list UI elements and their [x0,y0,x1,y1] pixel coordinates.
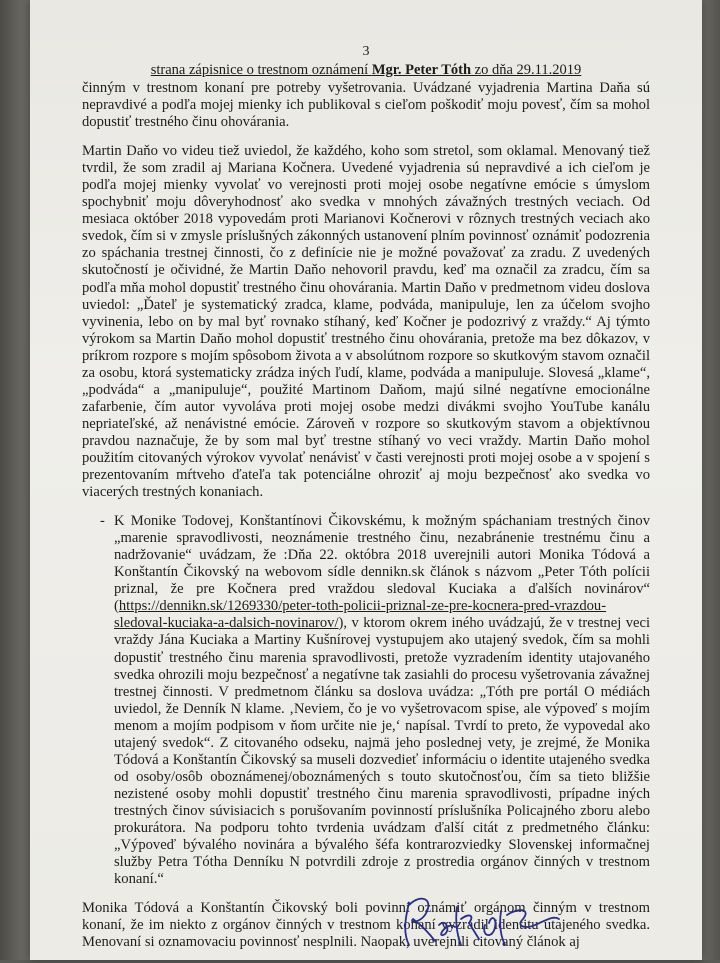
article-link[interactable]: https://dennikn.sk/1269330/peter-toth-policii-priznal-ze-pre-kocnera-pred-vrazdou-sledoval-kuciaka-a-dalsich-novinarov/ [114,598,607,632]
heading-name: Mgr. Peter Tóth [371,62,472,78]
handwritten-signature [395,885,565,955]
paragraph-text-after-link: ), v ktorom okrem iného uvádzajú, že v trestnej veci vraždy Jána Kuciaka a Martiny Kušnírovej vystupujem ako utajený svedok, čím sa mohli dopustiť trestného činu marenia spravodlivosti, pretože vyzradením identity utajovaného svedka ohrozili moju bezpečnosť a negatívne tak zasiahli do procesu vyšetrovania závažnej trestnej činnosti. V predmetnom článku sa doslova uvádza: „Tóth pre portál O médiách uviedol, že Denník N klame. ‚Neviem, čo je vo vyšetrovacom spise, ale výpoveď s mojím menom a mojím podpisom v ňom určite nie je,‘ napísal. Tvrdí to preto, že vypovedal ako utajený svedok“. Z citovaného odseku, najmä jeho poslednej vety, je zrejmé, že Monika Tódová a Konštantín Čikovský sa museli dozvedieť informáciu o identite utajeného svedka od osoby/osôb oboznámenej/oboznámených s touto skutočnosťou, čím sa tieto bližšie nezistené osoby mohli dopustiť trestného činu marenia spravodlivosti, prípadne iných trestných činov súvisiacich s porušovaním povinností príslušníka Policajného zboru alebo prokurátora. Na podporu tohto tvrdenia uvádzam ďalší citát z predmetného článku: „Výpoveď bývalého novinára a bývalého šéfa kontrarozviedky Slovenskej informačnej služby Petra Tótha Denníku N potvrdili zdroje z prostredia orgánov činných v trestnom konaní.“ [114,615,650,888]
paragraph-text-before-link: K Monike Todovej, Konštantínovi Čikovskému, k možným spáchaniam trestných činov „marenie spravodlivosti, neoznámenie trestného činu, nezabránenie trestnému činu a nadržovanie“ uvádzam, že :Dňa 22. októbra 2018 uverejnili autori Monika Tódová a Konštantín Čikovský na webovom sídle dennikn.sk článok s názvom „Peter Tóth polícii priznal, že pre Kočnera pred vraždou sledoval Kuciaka a ďalších novinárov“ ( [114,513,650,615]
paragraph-continuation: činným v trestnom konaní pre potreby vyšetrovania. Uvádzané vyjadrenia Martina Daňa sú nepravdivé a podľa mojej mienky ich publikoval s cieľom poškodiť moju povesť, čím sa mohol dopustiť trestného činu ohovárania. [82,80,650,131]
page-number: 3 [362,44,370,59]
list-dash: - [100,513,105,530]
page-heading [30,62,702,79]
paragraph-dano: Martin Daňo vo videu tiež uviedol, že každého, koho som stretol, som oklamal. Menovaný tiež tvrdil, že som zradil aj Mariana Kočnera. Uvedené vyjadrenia sú nepravdivé a ich cieľom je podľa mojej mienky vyvolať vo verejnosti proti mojej osobe negatívne emócie s úmyslom spochybniť moju dôveryhodnosť ako svedka v mnohých závažných trestných veciach. Od mesiaca október 2018 vypovedám proti Marianovi Kočnerovi v rôznych trestných veciach ako svedok, čím si v zmysle príslušných zákonných ustanovení plním povinnosť oznámiť podozrenia zo spáchania trestnej činnosti, čo z definície nie je možné považovať za zradu. Z uvedených skutočností je očividné, že Martin Daňo nehovoril pravdu, keď ma označil za zradcu, čím sa podľa mňa mohol dopustiť trestného činu ohovárania. Martin Daňo v predmetnom videu doslova uviedol: „Ďateľ je systematický zradca, klame, podváda, manipuluje, len za účelom svojho vyvinenia, lebo on by mal byť rovnako stíhaný, keď Kočner je podozrivý z vraždy.“ Aj týmto výrokom sa Martin Daňo mohol dopustiť trestného činu ohovárania, pretože ma bez dôkazov, v príkrom rozpore s mojím spôsobom života a v absolútnom rozpore so skutkovým stavom označil za osobu, ktorá systematicky zrádza iných ľudí, klame, podváda a manipuluje. Slovesá „klame“, „podváda“ a „manipuluje“, použité Martinom Daňom, majú silné negatívne emocionálne zafarbenie, čím autor vyvoláva proti mojej osobe medzi divákmi svojho YouTube kanálu nepriateľské, až nenávistné emócie. Zároveň v rozpore so skutkovým stavom a objektívnou pravdou naznačuje, že by som mal byť trestne stíhaný vo veci vraždy. Martin Daňo mohol použitím citovaných výrokov vyvolať nenávisť v časti verejnosti proti mojej osobe a v spojení s prezentovaním mŕtveho ďateľa tak potenciálne ohroziť aj moju bezpečnosť ako svedka vo viacerých trestných konaniach. [82,143,650,501]
heading-prefix: strana zápisnice o trestnom oznámení [150,62,372,78]
document-page [30,0,702,960]
paragraph-obligation: Monika Tódová a Konštantín Čikovský boli povinní oznámiť orgánom činným v trestnom konaní, že im niekto z orgánov činných v trestnom konaní vyzradil identitu utajeného svedka. Menovaní si oznamovaciu povinnosť nesplnili. Naopak, uverejnili citovaný článok aj [82,900,650,951]
heading-suffix: zo dňa 29.11.2019 [471,62,582,78]
paragraph-todova-cikovsky [82,513,650,888]
document-body [82,80,650,963]
